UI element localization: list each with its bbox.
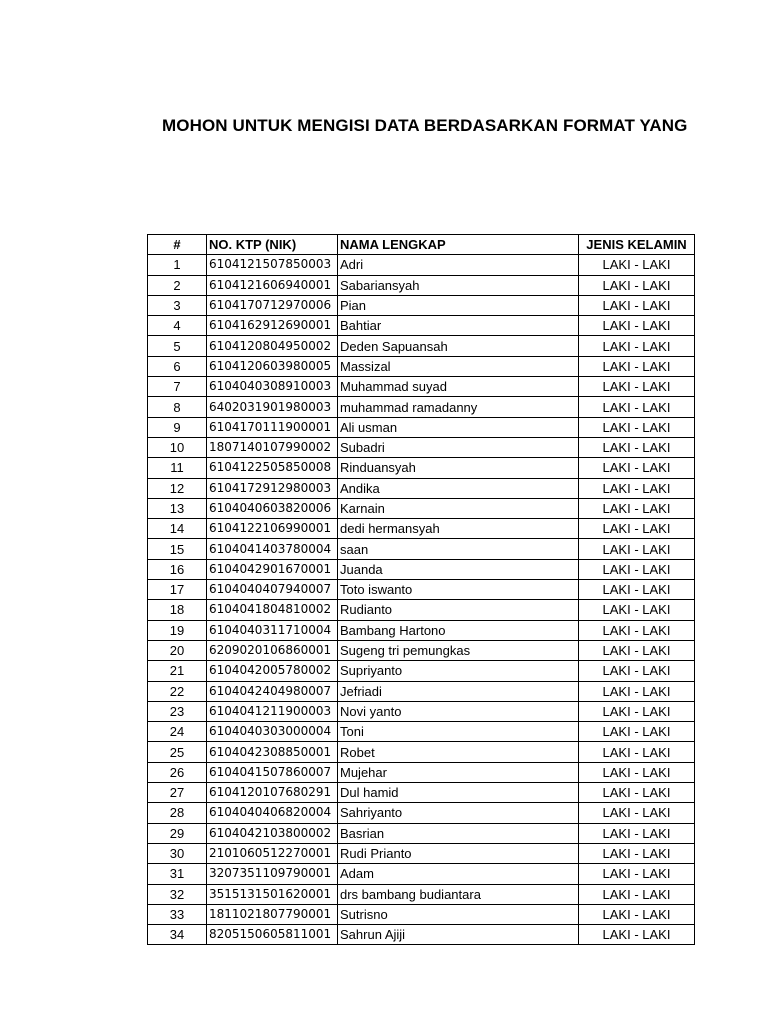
- table-row: [148, 661, 695, 681]
- row-nik: 6209020106860001: [207, 640, 338, 660]
- row-number: 13: [148, 498, 207, 518]
- row-number: 28: [148, 803, 207, 823]
- table-row: [148, 701, 695, 721]
- row-nik: 6104042404980007: [207, 681, 338, 701]
- row-gender: LAKI - LAKI: [579, 275, 695, 295]
- row-nik: 6104170712970006: [207, 295, 338, 315]
- table-row: [148, 437, 695, 457]
- row-full-name: Rinduansyah: [338, 458, 579, 478]
- row-nik: 3207351109790001: [207, 864, 338, 884]
- row-nik: 6104162912690001: [207, 316, 338, 336]
- row-full-name: Mujehar: [338, 762, 579, 782]
- row-number: 11: [148, 458, 207, 478]
- row-gender: LAKI - LAKI: [579, 417, 695, 437]
- page-title: MOHON UNTUK MENGISI DATA BERDASARKAN FORMAT YANG: [162, 116, 688, 135]
- row-number: 3: [148, 295, 207, 315]
- row-gender: LAKI - LAKI: [579, 803, 695, 823]
- row-full-name: Adam: [338, 864, 579, 884]
- row-number: 24: [148, 722, 207, 742]
- table-row: [148, 823, 695, 843]
- row-nik: 6104122106990001: [207, 519, 338, 539]
- table-row: [148, 620, 695, 640]
- row-nik: 6104172912980003: [207, 478, 338, 498]
- row-gender: LAKI - LAKI: [579, 823, 695, 843]
- row-number: 14: [148, 519, 207, 539]
- row-nik: 6104170111900001: [207, 417, 338, 437]
- row-nik: 6104041507860007: [207, 762, 338, 782]
- row-full-name: Massizal: [338, 356, 579, 376]
- row-number: 29: [148, 823, 207, 843]
- row-full-name: Ali usman: [338, 417, 579, 437]
- row-gender: LAKI - LAKI: [579, 559, 695, 579]
- table-row: [148, 316, 695, 336]
- table-row: [148, 600, 695, 620]
- table-header-row: [148, 235, 695, 255]
- row-full-name: Novi yanto: [338, 701, 579, 721]
- row-gender: LAKI - LAKI: [579, 722, 695, 742]
- row-gender: LAKI - LAKI: [579, 681, 695, 701]
- row-number: 5: [148, 336, 207, 356]
- row-gender: LAKI - LAKI: [579, 620, 695, 640]
- table-row: [148, 478, 695, 498]
- table-row: [148, 843, 695, 863]
- row-number: 19: [148, 620, 207, 640]
- row-full-name: Basrian: [338, 823, 579, 843]
- row-gender: LAKI - LAKI: [579, 336, 695, 356]
- row-gender: LAKI - LAKI: [579, 742, 695, 762]
- header-full-name: NAMA LENGKAP: [338, 235, 579, 255]
- row-full-name: Supriyanto: [338, 661, 579, 681]
- table-row: [148, 681, 695, 701]
- table-row: [148, 275, 695, 295]
- row-nik: 3515131501620001: [207, 884, 338, 904]
- data-table: [147, 234, 695, 945]
- row-gender: LAKI - LAKI: [579, 498, 695, 518]
- row-nik: 2101060512270001: [207, 843, 338, 863]
- table-row: [148, 904, 695, 924]
- row-nik: 6104120804950002: [207, 336, 338, 356]
- row-nik: 6104040311710004: [207, 620, 338, 640]
- table-row: [148, 925, 695, 945]
- row-gender: LAKI - LAKI: [579, 884, 695, 904]
- table-row: [148, 377, 695, 397]
- row-gender: LAKI - LAKI: [579, 377, 695, 397]
- row-nik: 1811021807790001: [207, 904, 338, 924]
- table-row: [148, 580, 695, 600]
- row-number: 21: [148, 661, 207, 681]
- table-row: [148, 742, 695, 762]
- row-full-name: Deden Sapuansah: [338, 336, 579, 356]
- table-row: [148, 762, 695, 782]
- table-row: [148, 884, 695, 904]
- row-nik: 6104040603820006: [207, 498, 338, 518]
- row-number: 20: [148, 640, 207, 660]
- row-gender: LAKI - LAKI: [579, 437, 695, 457]
- row-number: 32: [148, 884, 207, 904]
- table-row: [148, 498, 695, 518]
- row-gender: LAKI - LAKI: [579, 864, 695, 884]
- row-number: 18: [148, 600, 207, 620]
- row-full-name: Adri: [338, 255, 579, 275]
- row-full-name: Pian: [338, 295, 579, 315]
- row-full-name: Sahriyanto: [338, 803, 579, 823]
- table-row: [148, 336, 695, 356]
- header-number: #: [148, 235, 207, 255]
- row-full-name: drs bambang budiantara: [338, 884, 579, 904]
- row-gender: LAKI - LAKI: [579, 539, 695, 559]
- row-nik: 6104040407940007: [207, 580, 338, 600]
- row-gender: LAKI - LAKI: [579, 783, 695, 803]
- row-number: 25: [148, 742, 207, 762]
- row-gender: LAKI - LAKI: [579, 295, 695, 315]
- row-gender: LAKI - LAKI: [579, 519, 695, 539]
- row-nik: 8205150605811001: [207, 925, 338, 945]
- table-row: [148, 539, 695, 559]
- row-number: 6: [148, 356, 207, 376]
- row-number: 15: [148, 539, 207, 559]
- row-full-name: muhammad ramadanny: [338, 397, 579, 417]
- table-row: [148, 783, 695, 803]
- row-nik: 6104120107680291: [207, 783, 338, 803]
- row-gender: LAKI - LAKI: [579, 640, 695, 660]
- row-nik: 6104120603980005: [207, 356, 338, 376]
- row-number: 26: [148, 762, 207, 782]
- row-full-name: Muhammad suyad: [338, 377, 579, 397]
- row-nik: 6104040303000004: [207, 722, 338, 742]
- row-full-name: Rudianto: [338, 600, 579, 620]
- row-gender: LAKI - LAKI: [579, 356, 695, 376]
- row-full-name: Subadri: [338, 437, 579, 457]
- row-gender: LAKI - LAKI: [579, 458, 695, 478]
- row-number: 16: [148, 559, 207, 579]
- row-nik: 6104121507850003: [207, 255, 338, 275]
- table-row: [148, 255, 695, 275]
- row-number: 23: [148, 701, 207, 721]
- row-full-name: dedi hermansyah: [338, 519, 579, 539]
- row-nik: 6104042901670001: [207, 559, 338, 579]
- row-nik: 6104040308910003: [207, 377, 338, 397]
- row-gender: LAKI - LAKI: [579, 661, 695, 681]
- row-full-name: Juanda: [338, 559, 579, 579]
- row-number: 10: [148, 437, 207, 457]
- table-row: [148, 356, 695, 376]
- row-full-name: Toni: [338, 722, 579, 742]
- row-gender: LAKI - LAKI: [579, 925, 695, 945]
- row-number: 2: [148, 275, 207, 295]
- row-full-name: Sugeng tri pemungkas: [338, 640, 579, 660]
- row-number: 27: [148, 783, 207, 803]
- table-row: [148, 803, 695, 823]
- row-full-name: Dul hamid: [338, 783, 579, 803]
- row-gender: LAKI - LAKI: [579, 904, 695, 924]
- row-number: 9: [148, 417, 207, 437]
- table-row: [148, 458, 695, 478]
- row-nik: 6104041403780004: [207, 539, 338, 559]
- table-row: [148, 864, 695, 884]
- row-gender: LAKI - LAKI: [579, 397, 695, 417]
- row-number: 12: [148, 478, 207, 498]
- row-gender: LAKI - LAKI: [579, 316, 695, 336]
- row-nik: 6402031901980003: [207, 397, 338, 417]
- row-full-name: Sabariansyah: [338, 275, 579, 295]
- row-nik: 6104042005780002: [207, 661, 338, 681]
- row-number: 30: [148, 843, 207, 863]
- table-row: [148, 640, 695, 660]
- row-full-name: Bahtiar: [338, 316, 579, 336]
- row-gender: LAKI - LAKI: [579, 255, 695, 275]
- row-gender: LAKI - LAKI: [579, 843, 695, 863]
- row-nik: 6104042103800002: [207, 823, 338, 843]
- row-gender: LAKI - LAKI: [579, 600, 695, 620]
- row-nik: 6104040406820004: [207, 803, 338, 823]
- row-number: 34: [148, 925, 207, 945]
- row-nik: 6104041211900003: [207, 701, 338, 721]
- table-row: [148, 397, 695, 417]
- row-nik: 6104122505850008: [207, 458, 338, 478]
- row-number: 33: [148, 904, 207, 924]
- row-number: 17: [148, 580, 207, 600]
- row-full-name: Toto iswanto: [338, 580, 579, 600]
- row-full-name: Jefriadi: [338, 681, 579, 701]
- row-full-name: Sutrisno: [338, 904, 579, 924]
- row-full-name: Sahrun Ajiji: [338, 925, 579, 945]
- row-full-name: Andika: [338, 478, 579, 498]
- row-number: 7: [148, 377, 207, 397]
- row-nik: 6104042308850001: [207, 742, 338, 762]
- row-gender: LAKI - LAKI: [579, 580, 695, 600]
- row-full-name: Bambang Hartono: [338, 620, 579, 640]
- header-nik: NO. KTP (NIK): [207, 235, 338, 255]
- header-gender: JENIS KELAMIN: [579, 235, 695, 255]
- row-number: 1: [148, 255, 207, 275]
- table-body: [148, 255, 695, 945]
- table-row: [148, 295, 695, 315]
- row-gender: LAKI - LAKI: [579, 701, 695, 721]
- table-row: [148, 722, 695, 742]
- row-number: 8: [148, 397, 207, 417]
- row-nik: 6104121606940001: [207, 275, 338, 295]
- table-row: [148, 559, 695, 579]
- row-nik: 1807140107990002: [207, 437, 338, 457]
- row-full-name: Karnain: [338, 498, 579, 518]
- table-row: [148, 519, 695, 539]
- row-gender: LAKI - LAKI: [579, 478, 695, 498]
- row-full-name: Rudi Prianto: [338, 843, 579, 863]
- row-number: 22: [148, 681, 207, 701]
- row-gender: LAKI - LAKI: [579, 762, 695, 782]
- row-number: 31: [148, 864, 207, 884]
- row-full-name: saan: [338, 539, 579, 559]
- row-nik: 6104041804810002: [207, 600, 338, 620]
- row-number: 4: [148, 316, 207, 336]
- table-row: [148, 417, 695, 437]
- row-full-name: Robet: [338, 742, 579, 762]
